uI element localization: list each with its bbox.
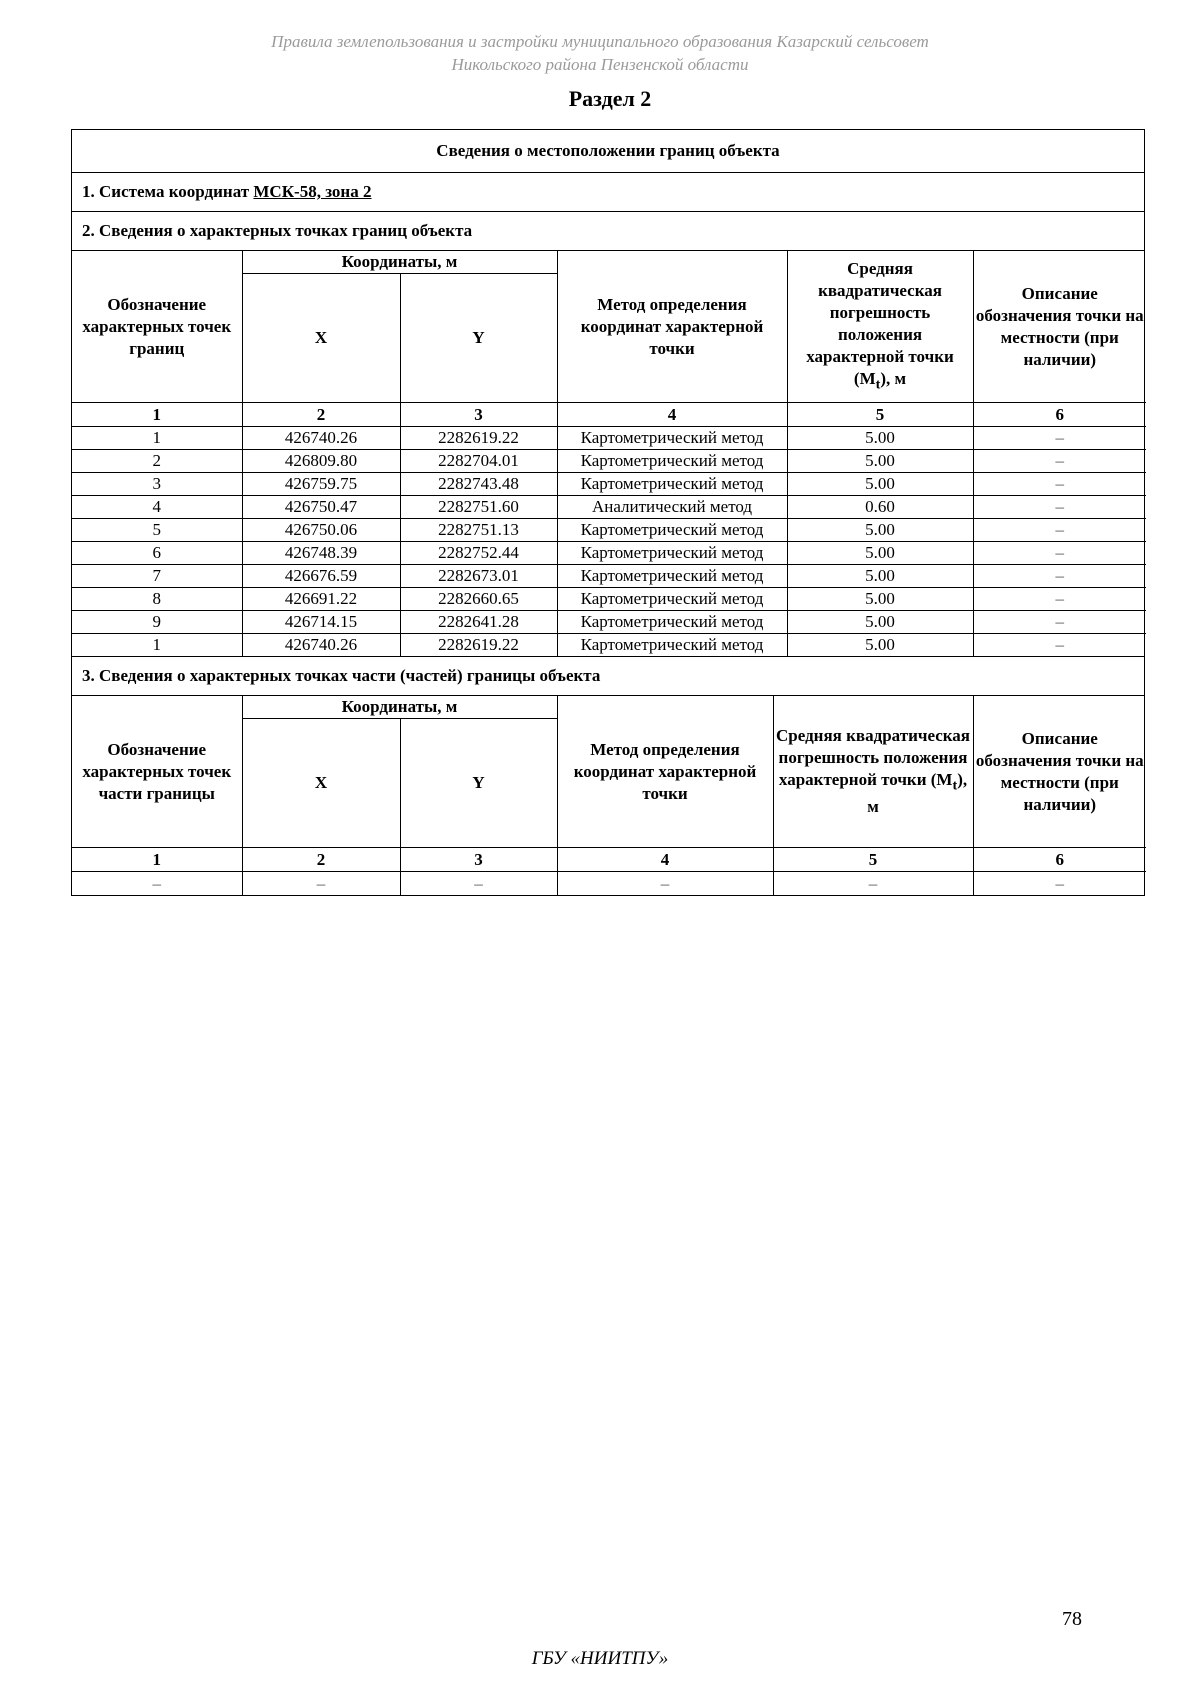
col-number: 6	[973, 403, 1146, 427]
cell-error: 5.00	[787, 519, 973, 542]
cell-y: –	[400, 872, 557, 896]
cell-point: 6	[72, 542, 242, 565]
header-coords: Координаты, м	[242, 696, 557, 719]
cell-y: 2282752.44	[400, 542, 557, 565]
col-number: 2	[242, 848, 400, 872]
table-title: Сведения о местоположении границ объекта	[72, 130, 1145, 173]
cell-method: Картометрический метод	[557, 473, 787, 496]
cell-error: 5.00	[787, 611, 973, 634]
cell-x: 426740.26	[242, 427, 400, 450]
parts-section-title: 3. Сведения о характерных точках части (частей) границы объекта	[72, 657, 1145, 696]
cell-point: 1	[72, 634, 242, 657]
cell-point: –	[72, 872, 242, 896]
cell-x: 426759.75	[242, 473, 400, 496]
table-row	[72, 450, 1146, 473]
col-number: 4	[557, 848, 773, 872]
cell-method: Картометрический метод	[557, 565, 787, 588]
cell-y: 2282743.48	[400, 473, 557, 496]
col-number: 4	[557, 403, 787, 427]
cell-error: 5.00	[787, 473, 973, 496]
cell-x: 426750.47	[242, 496, 400, 519]
column-numbers-row	[72, 403, 1146, 427]
header-method: Метод определения координат характерной точки	[557, 251, 787, 403]
header-description: Описание обозначения точки на местности (при наличии)	[973, 696, 1146, 848]
cell-method: Аналитический метод	[557, 496, 787, 519]
col-number: 1	[72, 403, 242, 427]
cell-point: 9	[72, 611, 242, 634]
table-row	[72, 427, 1146, 450]
cell-error: 5.00	[787, 634, 973, 657]
cell-x: 426676.59	[242, 565, 400, 588]
cell-description: –	[973, 542, 1146, 565]
header-error-text: Средняя квадратическая погрешность положения характерной точки (M	[806, 258, 954, 388]
header-coords: Координаты, м	[242, 251, 557, 274]
cell-method: Картометрический метод	[557, 611, 787, 634]
cell-y: 2282641.28	[400, 611, 557, 634]
cell-error: 0.60	[787, 496, 973, 519]
document-header	[100, 30, 1100, 76]
cell-x: 426740.26	[242, 634, 400, 657]
table-row	[72, 542, 1146, 565]
cell-error: 5.00	[787, 542, 973, 565]
cell-y: 2282619.22	[400, 427, 557, 450]
table-row	[72, 634, 1146, 657]
section-title: Раздел 2	[568, 86, 652, 111]
col-number: 2	[242, 403, 400, 427]
cell-point: 4	[72, 496, 242, 519]
col-number: 5	[773, 848, 973, 872]
cell-error: 5.00	[787, 427, 973, 450]
col-number: 3	[400, 848, 557, 872]
cell-description: –	[973, 519, 1146, 542]
col-number: 5	[787, 403, 973, 427]
cell-point: 7	[72, 565, 242, 588]
cell-y: 2282619.22	[400, 634, 557, 657]
cell-error: 5.00	[787, 450, 973, 473]
cell-point: 2	[72, 450, 242, 473]
header-y: Y	[400, 719, 557, 848]
cell-point: 5	[72, 519, 242, 542]
header-x: X	[242, 719, 400, 848]
coord-system-label: 1. Система координат	[82, 182, 254, 201]
table-row	[72, 496, 1146, 519]
parts-points-table	[72, 696, 1146, 895]
cell-description: –	[973, 473, 1146, 496]
cell-point: 3	[72, 473, 242, 496]
cell-error: –	[773, 872, 973, 896]
cell-error: 5.00	[787, 588, 973, 611]
header-line-1: Правила землепользования и застройки муниципального образования Казарский сельсовет	[271, 32, 929, 51]
table-row	[72, 519, 1146, 542]
col-number: 1	[72, 848, 242, 872]
cell-x: 426750.06	[242, 519, 400, 542]
col-number: 6	[973, 848, 1146, 872]
header-point: Обозначение характерных точек границ	[72, 251, 242, 403]
cell-method: Картометрический метод	[557, 634, 787, 657]
cell-description: –	[973, 872, 1146, 896]
column-numbers-row	[72, 848, 1146, 872]
table-row	[72, 872, 1146, 896]
cell-method: Картометрический метод	[557, 588, 787, 611]
boundary-section-title: 2. Сведения о характерных точках границ объекта	[72, 212, 1145, 251]
parts-points-block	[72, 696, 1145, 896]
header-error-unit: ), м	[867, 769, 968, 817]
cell-y: 2282751.60	[400, 496, 557, 519]
col-number: 3	[400, 403, 557, 427]
cell-description: –	[973, 611, 1146, 634]
coord-system-row	[72, 173, 1145, 212]
cell-x: 426714.15	[242, 611, 400, 634]
table-row	[72, 473, 1146, 496]
cell-point: 1	[72, 427, 242, 450]
cell-description: –	[973, 588, 1146, 611]
cell-x: –	[242, 872, 400, 896]
cell-method: Картометрический метод	[557, 427, 787, 450]
cell-x: 426748.39	[242, 542, 400, 565]
header-x: X	[242, 274, 400, 403]
table-row	[72, 565, 1146, 588]
cell-y: 2282704.01	[400, 450, 557, 473]
header-error-sub: t	[875, 376, 881, 393]
document-footer: ГБУ «НИИТПУ»	[531, 1648, 669, 1669]
cell-y: 2282660.65	[400, 588, 557, 611]
boundary-points-table	[72, 251, 1146, 656]
cell-description: –	[973, 565, 1146, 588]
header-error-unit: ), м	[880, 368, 907, 388]
header-point: Обозначение характерных точек части границы	[72, 696, 242, 848]
cell-y: 2282673.01	[400, 565, 557, 588]
cell-x: 426809.80	[242, 450, 400, 473]
cell-description: –	[973, 450, 1146, 473]
header-error-sub: t	[952, 777, 958, 794]
boundary-info-table	[71, 129, 1145, 896]
cell-method: –	[557, 872, 773, 896]
page-number: 78	[1062, 1608, 1082, 1630]
header-line-2: Никольского района Пензенской области	[451, 55, 749, 74]
coord-system-value: МСК-58, зона 2	[253, 182, 372, 201]
cell-error: 5.00	[787, 565, 973, 588]
cell-description: –	[973, 427, 1146, 450]
cell-method: Картометрический метод	[557, 542, 787, 565]
header-method: Метод определения координат характерной точки	[557, 696, 773, 848]
cell-point: 8	[72, 588, 242, 611]
header-y: Y	[400, 274, 557, 403]
cell-y: 2282751.13	[400, 519, 557, 542]
header-description: Описание обозначения точки на местности (при наличии)	[973, 251, 1146, 403]
table-row	[72, 588, 1146, 611]
cell-description: –	[973, 634, 1146, 657]
boundary-points-block	[72, 251, 1145, 657]
cell-description: –	[973, 496, 1146, 519]
cell-method: Картометрический метод	[557, 450, 787, 473]
cell-method: Картометрический метод	[557, 519, 787, 542]
header-error	[787, 251, 973, 403]
header-error	[773, 696, 973, 848]
header-error-text: Средняя квадратическая погрешность положения характерной точки (M	[776, 725, 970, 789]
cell-x: 426691.22	[242, 588, 400, 611]
table-row	[72, 611, 1146, 634]
